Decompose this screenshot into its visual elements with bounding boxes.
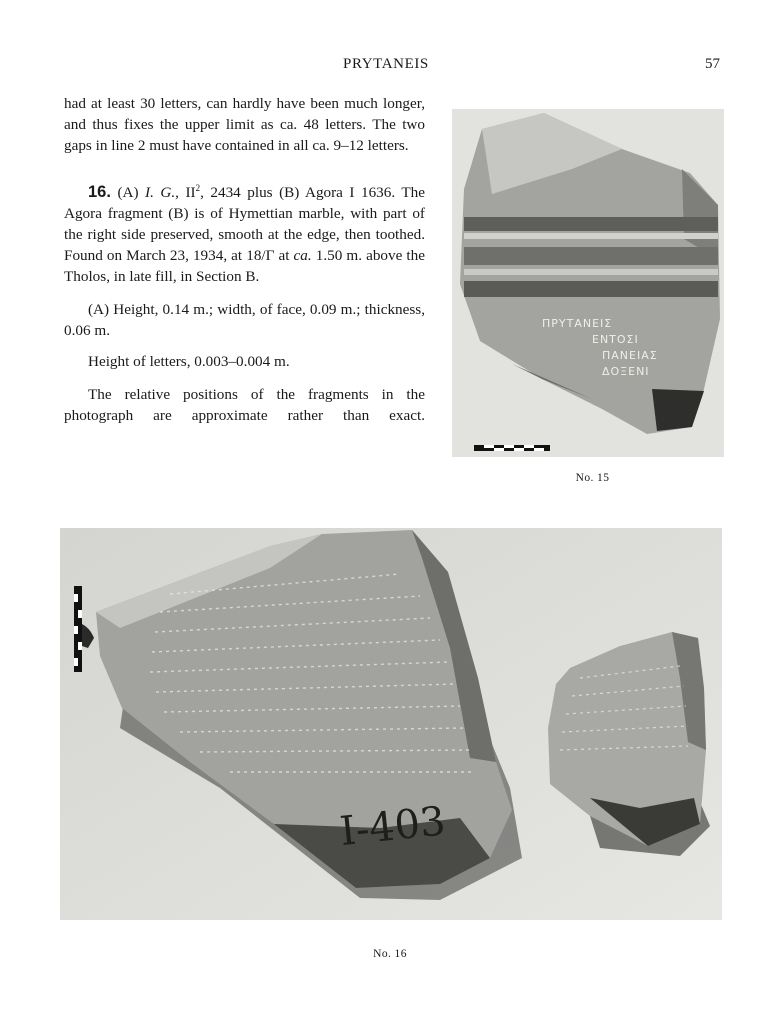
figure-15-photo — [452, 109, 724, 457]
entry-ca: ca. — [293, 247, 312, 264]
page-number: 57 — [705, 56, 720, 72]
dimensions-paragraph: (A) Height, 0.14 m.; width, of face, 0.09 m.; thickness, 0.06 m. — [64, 301, 425, 339]
figure-15-caption: No. 15 — [575, 472, 610, 484]
figure-16-photo — [60, 528, 722, 920]
entry-text-c: , 2434 plus (B) Agora I 1636. The Agora fragment (B) is of Hymettian marble, with part of the right side preserved, smooth at the edge, then toothed. Found on March 23, 1934, at 18/Γ at — [64, 184, 425, 264]
entry-16-paragraph — [64, 182, 425, 287]
inscription-line: ΠΡΥΤΑΝΕΙΣ — [542, 317, 613, 330]
entry-text-d: 1.50 m. above the Tholos, in late fill, in Section B. — [64, 247, 425, 285]
entry-text-a: (A) — [117, 184, 146, 201]
scale-bar — [474, 445, 550, 451]
letter-height-paragraph: Height of letters, 0.003–0.004 m. — [88, 353, 290, 370]
running-title: PRYTANEIS — [343, 56, 429, 72]
photo-note-paragraph: The relative positions of the fragments in the photograph are approximate rather than exact. — [64, 386, 425, 424]
inventory-number: I-403 — [337, 798, 448, 856]
figure-16-caption: No. 16 — [373, 948, 407, 960]
entry-number: 16. — [88, 183, 111, 201]
body-text-column — [64, 93, 425, 426]
entry-ig-ref: I. G. — [145, 184, 176, 201]
continued-paragraph: had at least 30 letters, can hardly have been much longer, and thus fixes the upper limit as ca. 48 letters. The two gaps in line 2 must have contained in all ca. 9–12 letters. — [64, 95, 425, 154]
inscription-line: ΕΝΤΟΣΙ — [592, 333, 639, 346]
inscription-line: ΔΟΞΕΝΙ — [602, 365, 650, 378]
running-head — [0, 56, 782, 76]
entry-text-b: , II — [175, 184, 196, 201]
entry-superscript: 2 — [195, 182, 201, 193]
inscription-line: ΠΑΝΕΙΑΣ — [602, 349, 658, 362]
